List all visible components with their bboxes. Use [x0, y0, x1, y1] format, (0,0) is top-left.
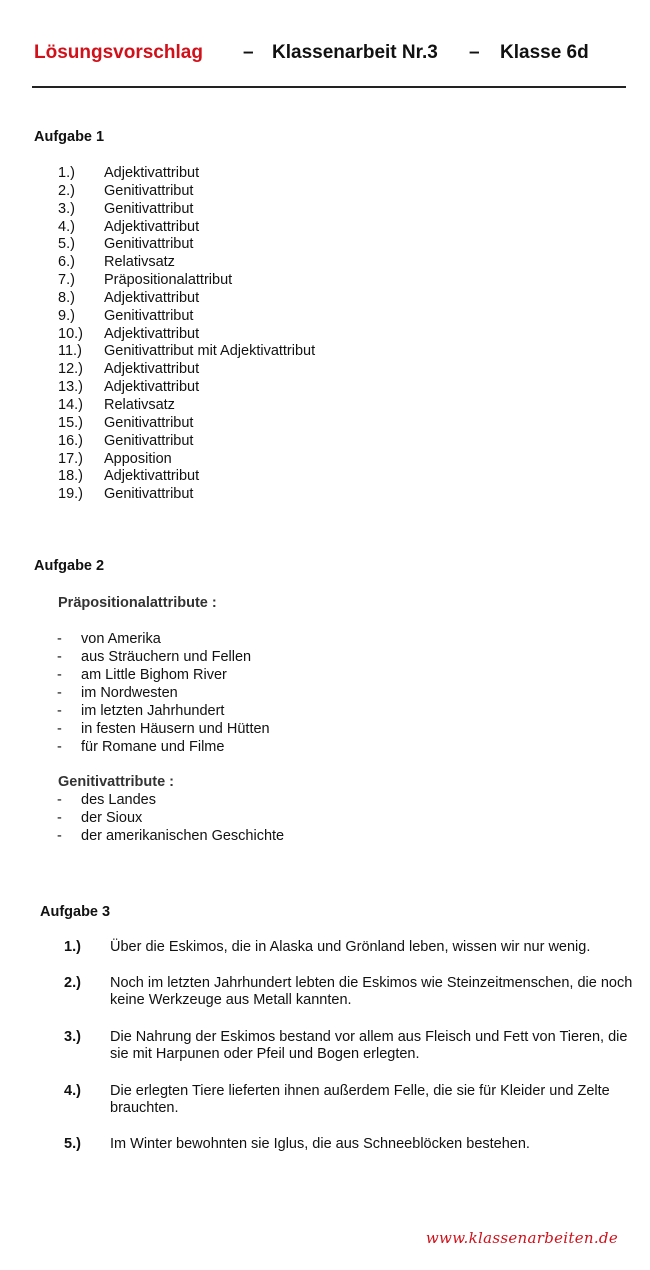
item-answer: Genitivattribut mit Adjektivattribut [104, 343, 316, 360]
attribute-text: in festen Häusern und Hütten [81, 721, 270, 737]
header-separator: – [243, 42, 254, 63]
sentence-text: Über die Eskimos, die in Alaska und Grönland leben, wissen wir nur wenig. [110, 939, 591, 955]
item-answer: Genitivattribut [104, 307, 194, 324]
sentence-text: Die Nahrung der Eskimos bestand vor allem aus Fleisch und Fett von Tieren, die sie mit Harpunen oder Pfeil und Bogen erlegten. [110, 1029, 628, 1062]
section-title-aufgabe-1: Aufgabe 1 [34, 129, 105, 145]
bullet-dash: - [57, 703, 62, 719]
item-answer: Adjektivattribut [104, 361, 200, 378]
item-number: 11.) [58, 343, 82, 360]
class-label: Klasse 6d [500, 42, 589, 63]
item-number: 2.) [58, 182, 75, 199]
website-url[interactable]: www.klassenarbeiten.de [425, 1229, 618, 1247]
item-number: 16.) [58, 432, 83, 449]
bullet-dash: - [57, 721, 62, 737]
attribute-text: am Little Bighom River [81, 667, 227, 683]
exam-title: Klassenarbeit Nr.3 [272, 42, 438, 63]
item-answer: Relativsatz [104, 254, 175, 271]
item-number: 7.) [58, 272, 75, 289]
sentence-number: 2.) [64, 975, 81, 991]
header-divider [32, 86, 626, 88]
bullet-dash: - [57, 739, 62, 755]
item-number: 12.) [58, 361, 83, 378]
item-answer: Genitivattribut [104, 432, 194, 449]
item-answer: Genitivattribut [104, 200, 194, 217]
item-answer: Apposition [104, 450, 172, 467]
item-answer: Adjektivattribut [104, 218, 200, 235]
item-answer: Genitivattribut [104, 236, 194, 253]
sentence-text: Noch im letzten Jahrhundert lebten die Eskimos wie Steinzeitmenschen, die noch keine Werkzeuge aus Metall kannten. [110, 975, 633, 1008]
solution-title: Lösungsvorschlag [34, 42, 203, 63]
item-number: 19.) [58, 486, 83, 503]
sentence-number: 3.) [64, 1029, 81, 1045]
item-number: 13.) [58, 379, 83, 396]
attribute-text: der amerikanischen Geschichte [81, 828, 285, 844]
item-number: 5.) [58, 236, 75, 253]
header-separator: – [469, 42, 480, 63]
item-number: 3.) [58, 200, 75, 217]
item-number: 17.) [58, 450, 83, 467]
item-answer: Relativsatz [104, 396, 175, 413]
item-answer: Adjektivattribut [104, 165, 200, 181]
item-number: 14.) [58, 396, 83, 413]
item-answer: Genitivattribut [104, 414, 194, 431]
bullet-dash: - [57, 649, 62, 665]
section-title-aufgabe-3: Aufgabe 3 [40, 904, 111, 920]
item-answer: Adjektivattribut [104, 289, 200, 306]
sentence-number: 1.) [64, 939, 81, 955]
sentence-text: Im Winter bewohnten sie Iglus, die aus Schneeblöcken bestehen. [110, 1136, 530, 1152]
section-title-aufgabe-2: Aufgabe 2 [34, 558, 105, 574]
page-header [34, 42, 628, 70]
attribute-text: aus Sträuchern und Fellen [81, 649, 252, 665]
item-answer: Präpositionalattribut [104, 272, 233, 289]
item-number: 9.) [58, 307, 75, 324]
item-number: 1.) [58, 165, 75, 181]
item-answer: Adjektivattribut [104, 379, 200, 396]
item-number: 8.) [58, 289, 75, 306]
item-answer: Adjektivattribut [104, 468, 200, 485]
item-answer: Genitivattribut [104, 486, 194, 503]
item-number: 18.) [58, 468, 83, 485]
attribute-text: der Sioux [81, 810, 143, 826]
bullet-dash: - [57, 667, 62, 683]
bullet-dash: - [57, 810, 62, 826]
item-number: 4.) [58, 218, 75, 235]
item-number: 6.) [58, 254, 75, 271]
bullet-dash: - [57, 792, 62, 808]
genitivattribute-heading: Genitivattribute : [58, 774, 175, 790]
sentence-text: Die erlegten Tiere lieferten ihnen außerdem Felle, die sie für Kleider und Zelte brauchten. [110, 1083, 610, 1116]
attribute-text: von Amerika [81, 631, 161, 647]
item-number: 10.) [58, 325, 83, 342]
sentence-number: 5.) [64, 1136, 81, 1152]
item-number: 15.) [58, 414, 83, 431]
attribute-text: für Romane und Filme [81, 739, 225, 755]
bullet-dash: - [57, 828, 62, 844]
praepositionalattribute-heading: Präpositionalattribute : [58, 595, 217, 611]
item-answer: Adjektivattribut [104, 325, 200, 342]
bullet-dash: - [57, 631, 62, 647]
sentence-number: 4.) [64, 1083, 81, 1099]
attribute-text: des Landes [81, 792, 156, 808]
item-answer: Genitivattribut [104, 182, 194, 199]
attribute-text: im letzten Jahrhundert [81, 703, 225, 719]
attribute-text: im Nordwesten [81, 685, 178, 701]
bullet-dash: - [57, 685, 62, 701]
